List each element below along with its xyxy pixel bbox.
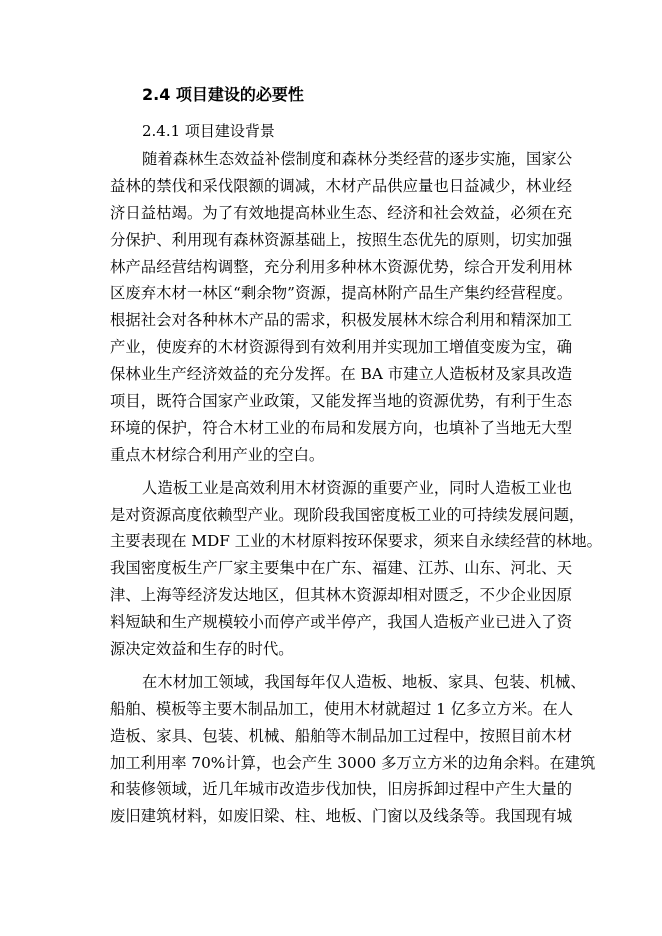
paragraph-line: 和装修领域，近几年城市改造步伐加快，旧房拆卸过程中产生大量的 — [110, 780, 572, 799]
paragraph-line: 济日益枯竭。为了有效地提高林业生态、经济和社会效益，必须在充 — [110, 203, 572, 222]
paragraph-line: 我国密度板生产厂家主要集中在广东、福建、江苏、山东、河北、天 — [110, 559, 572, 578]
paragraph-line: 造板、家具、包装、机械、船舶等木制品加工过程中，按照目前木材 — [110, 726, 572, 745]
paragraph-line: 船舶、模板等主要木制品加工，使用木材就超过 1 亿多立方米。在人 — [110, 699, 574, 718]
paragraph-line: 人造板工业是高效利用木材资源的重要产业，同时人造板工业也 — [142, 478, 572, 497]
paragraph-line: 林产品经营结构调整，充分利用多种林木资源优势，综合开发利用林 — [110, 257, 572, 276]
paragraph-line: 保林业生产经济效益的充分发挥。在 BA 市建立人造板材及家具改造 — [110, 365, 572, 384]
paragraph-line: 区废弃木材一林区“剩余物”资源，提高林附产品生产集约经营程度。 — [110, 284, 572, 303]
paragraph-line: 料短缺和生产规模较小而停产或半停产，我国人造板产业已进入了资 — [110, 613, 572, 632]
paragraph-line: 主要表现在 MDF 工业的木材原料按环保要求，须来自永续经营的林地。 — [110, 532, 602, 551]
paragraph-line: 废旧建筑材料，如废旧梁、柱、地板、门窗以及线条等。我国现有城 — [110, 807, 572, 826]
section-heading: 2.4 项目建设的必要性 — [142, 85, 304, 104]
paragraph-line: 益林的禁伐和采伐限额的调减，木材产品供应量也日益减少，林业经 — [110, 176, 572, 195]
paragraph-line: 源决定效益和生存的时代。 — [110, 640, 294, 659]
paragraph-line: 分保护、利用现有森林资源基础上，按照生态优先的原则，切实加强 — [110, 230, 572, 249]
paragraph-line: 随着森林生态效益补偿制度和森林分类经营的逐步实施，国家公 — [142, 150, 572, 168]
paragraph-line: 在木材加工领域，我国每年仅人造板、地板、家具、包装、机械、 — [142, 672, 586, 691]
paragraph-line: 项目，既符合国家产业政策，又能发挥当地的资源优势，有利于生态 — [110, 392, 572, 411]
document-page — [110, 82, 602, 836]
subsection-heading: 2.4.1 项目建设背景 — [142, 122, 275, 140]
paragraph-line: 是对资源高度依赖型产业。现阶段我国密度板工业的可持续发展问题， — [110, 505, 585, 524]
paragraph — [110, 475, 602, 663]
paragraph-line: 产业，使废弃的木材资源得到有效利用并实现加工增值变废为宝，确 — [110, 338, 572, 357]
paragraph — [110, 146, 572, 469]
paragraph — [110, 669, 596, 830]
paragraph-line: 津、上海等经济发达地区，但其林木资源却相对匮乏，不少企业因原 — [110, 586, 572, 605]
paragraph-line: 重点木材综合利用产业的空白。 — [110, 445, 325, 464]
paragraph-line: 加工利用率 70%计算，也会产生 3000 多万立方米的边角余料。在建筑 — [110, 753, 596, 772]
paragraph-line: 根据社会对各种林木产品的需求，积极发展林木综合利用和精深加工 — [110, 311, 572, 330]
paragraph-line: 环境的保护，符合木材工业的布局和发展方向，也填补了当地无大型 — [110, 418, 572, 437]
